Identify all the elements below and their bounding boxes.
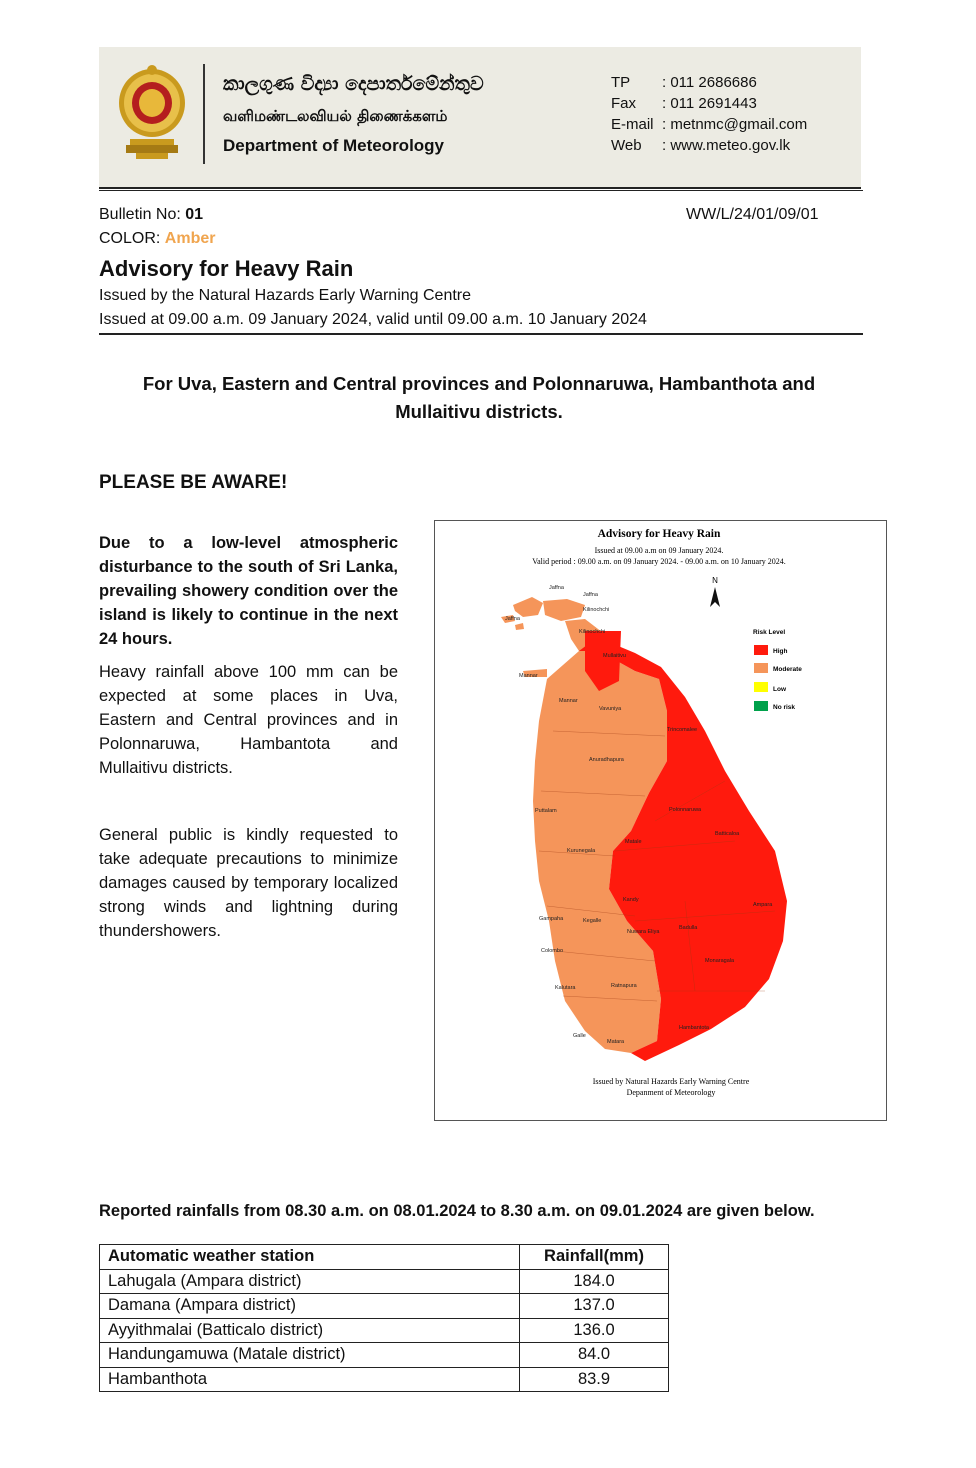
north-label: N bbox=[712, 576, 718, 585]
paragraph-disturbance: Due to a low-level atmospheric disturbance to the south of Sri Lanka, prevailing showery condition over the island is likely to continue in the next 24 hours. bbox=[99, 534, 398, 648]
paragraph-heavy-rainfall: Heavy rainfall above 100 mm can be expected at some places in Uva, Eastern and Central provinces and in Polonnaruwa, Hambantota and Mullaitivu districts. bbox=[99, 663, 398, 777]
col-rainfall-header: Rainfall(mm) bbox=[520, 1245, 669, 1270]
north-arrow-icon bbox=[710, 587, 720, 607]
col-station-header: Automatic weather station bbox=[100, 1245, 520, 1270]
header-divider bbox=[99, 190, 863, 191]
section-divider bbox=[99, 333, 863, 335]
label-polonnaruwa: Polonnaruwa bbox=[669, 807, 702, 813]
legend-moderate-swatch bbox=[754, 663, 768, 673]
contact-web-value[interactable]: : www.meteo.gov.lk bbox=[662, 137, 791, 154]
label-jaffna-top: Jaffna bbox=[549, 585, 564, 591]
table-row bbox=[100, 1367, 669, 1392]
legend-norisk-swatch bbox=[754, 701, 768, 711]
jaffna-peninsula bbox=[513, 597, 543, 617]
label-vavuniya: Vavuniya bbox=[599, 706, 622, 712]
station-cell: Ayyithmalai (Batticalo district) bbox=[100, 1318, 520, 1343]
org-name-english: Department of Meteorology bbox=[223, 136, 445, 155]
label-batticaloa: Batticaloa bbox=[715, 831, 740, 837]
bulletin-number-value: 01 bbox=[185, 206, 204, 223]
label-badulla: Badulla bbox=[679, 925, 698, 931]
please-be-aware-heading: PLEASE BE AWARE! bbox=[99, 472, 288, 493]
label-mannar-w: Mannar bbox=[519, 673, 538, 679]
bulletin-color-label: COLOR: bbox=[99, 230, 165, 247]
rainfall-cell: 84.0 bbox=[520, 1343, 669, 1368]
page-title: Advisory for Heavy Rain bbox=[99, 256, 354, 281]
org-name-sinhala: කාලගුණ විද්‍යා දෙපාර්තමේන්තුව bbox=[223, 73, 484, 95]
label-jaffna: Jaffna bbox=[583, 592, 598, 598]
issued-at: Issued at 09.00 a.m. 09 January 2024, valid until 09.00 a.m. 10 January 2024 bbox=[99, 311, 647, 328]
contact-email-label: E-mail bbox=[611, 116, 654, 133]
table-row bbox=[100, 1318, 669, 1343]
station-cell: Hambanthota bbox=[100, 1367, 520, 1392]
label-kurunegala: Kurunegala bbox=[567, 848, 596, 854]
label-galle: Galle bbox=[573, 1033, 586, 1039]
islet-2 bbox=[515, 623, 524, 630]
label-ratnapura: Ratnapura bbox=[611, 983, 637, 989]
map-footer-issuer: Issued by Natural Hazards Early Warning Centre bbox=[592, 1077, 750, 1086]
table-row bbox=[100, 1294, 669, 1319]
contact-tp-label: TP bbox=[611, 74, 631, 91]
paragraph-precautions: General public is kindly requested to take adequate precautions to minimize damages caused by temporary localized strong winds and lightning during thundershowers. bbox=[99, 826, 398, 940]
contact-tp-value: : 011 2686686 bbox=[662, 74, 757, 91]
legend-norisk-label: No risk bbox=[773, 704, 796, 711]
rainfall-cell: 137.0 bbox=[520, 1294, 669, 1319]
bulletin-color-value: Amber bbox=[164, 230, 216, 247]
contact-email-value[interactable]: : metnmc@gmail.com bbox=[662, 116, 808, 133]
label-gampaha: Gampaha bbox=[539, 916, 564, 922]
legend-moderate-label: Moderate bbox=[773, 666, 802, 673]
station-cell: Lahugala (Ampara district) bbox=[100, 1269, 520, 1294]
contact-fax-label: Fax bbox=[611, 95, 637, 112]
label-monaragala: Monaragala bbox=[705, 958, 735, 964]
label-anuradhapura: Anuradhapura bbox=[589, 757, 624, 763]
rainfall-cell: 83.9 bbox=[520, 1367, 669, 1392]
bulletin-number bbox=[99, 206, 203, 224]
label-kalutara: Kalutara bbox=[555, 985, 576, 991]
label-hambantota: Hambantota bbox=[679, 1025, 709, 1031]
label-jaffna-w: Jaffna bbox=[505, 616, 520, 622]
map-valid: Valid period : 09.00 a.m. on 09 January 2024. - 09.00 a.m. on 10 January 2024. bbox=[532, 557, 786, 566]
rainfall-heading: Reported rainfalls from 08.30 a.m. on 08.01.2024 to 8.30 a.m. on 09.01.2024 are given below. bbox=[99, 1202, 815, 1220]
contact-fax-value: : 011 2691443 bbox=[662, 95, 757, 112]
map-title: Advisory for Heavy Rain bbox=[597, 528, 721, 540]
label-matara: Matara bbox=[607, 1039, 625, 1045]
label-mannar: Mannar bbox=[559, 698, 578, 704]
label-nuwara-eliya: Nuwara Eliya bbox=[627, 929, 660, 935]
affected-areas-heading bbox=[99, 370, 859, 426]
issued-by: Issued by the Natural Hazards Early Warning Centre bbox=[99, 287, 472, 304]
label-kilinochchi-top: Kilinochchi bbox=[583, 607, 610, 613]
jaffna-east bbox=[543, 599, 585, 621]
bulletin-color bbox=[99, 230, 215, 248]
label-puttalam: Puttalam bbox=[535, 808, 557, 814]
station-cell: Damana (Ampara district) bbox=[100, 1294, 520, 1319]
station-cell: Handungamuwa (Matale district) bbox=[100, 1343, 520, 1368]
rainfall-cell: 184.0 bbox=[520, 1269, 669, 1294]
affected-areas-line1: For Uva, Eastern and Central provinces and Polonnaruwa, Hambanthota and bbox=[142, 373, 816, 394]
map-issued: Issued at 09.00 a.m on 09 January 2024. bbox=[594, 546, 724, 555]
legend-high-swatch bbox=[754, 645, 768, 655]
table-header-row bbox=[100, 1245, 669, 1270]
label-matale: Matale bbox=[625, 839, 642, 845]
label-ampara: Ampara bbox=[753, 902, 773, 908]
label-trincomalee: Trincomalee bbox=[667, 727, 698, 733]
contact-web-label: Web bbox=[611, 137, 642, 154]
bulletin-number-label: Bulletin No: bbox=[99, 206, 186, 223]
sri-lanka-emblem-logo bbox=[116, 65, 188, 161]
risk-map bbox=[435, 521, 886, 1120]
header-vertical-bar bbox=[203, 64, 205, 164]
label-kilinochchi: Kilinochchi bbox=[579, 629, 606, 635]
label-colombo: Colombo bbox=[541, 948, 564, 954]
table-row bbox=[100, 1343, 669, 1368]
legend-low-label: Low bbox=[773, 686, 786, 693]
legend-title: Risk Level bbox=[753, 629, 786, 636]
label-kandy: Kandy bbox=[623, 897, 639, 903]
rainfall-cell: 136.0 bbox=[520, 1318, 669, 1343]
legend-low-swatch bbox=[754, 682, 768, 692]
org-name-tamil: வளிமண்டலவியல் திணைக்களம் bbox=[223, 107, 448, 125]
map-footer-department: Depanment of Meteorology bbox=[626, 1088, 716, 1097]
label-mullaitivu: Mullaitivu bbox=[603, 653, 626, 659]
legend-high-label: High bbox=[773, 648, 788, 655]
risk-map-panel bbox=[434, 520, 887, 1121]
rainfall-table bbox=[99, 1244, 669, 1392]
affected-areas-line2: Mullaitivu districts. bbox=[395, 401, 563, 422]
table-row bbox=[100, 1269, 669, 1294]
label-kegalle: Kegalle bbox=[583, 918, 602, 924]
bulletin-reference: WW/L/24/01/09/01 bbox=[686, 206, 819, 223]
